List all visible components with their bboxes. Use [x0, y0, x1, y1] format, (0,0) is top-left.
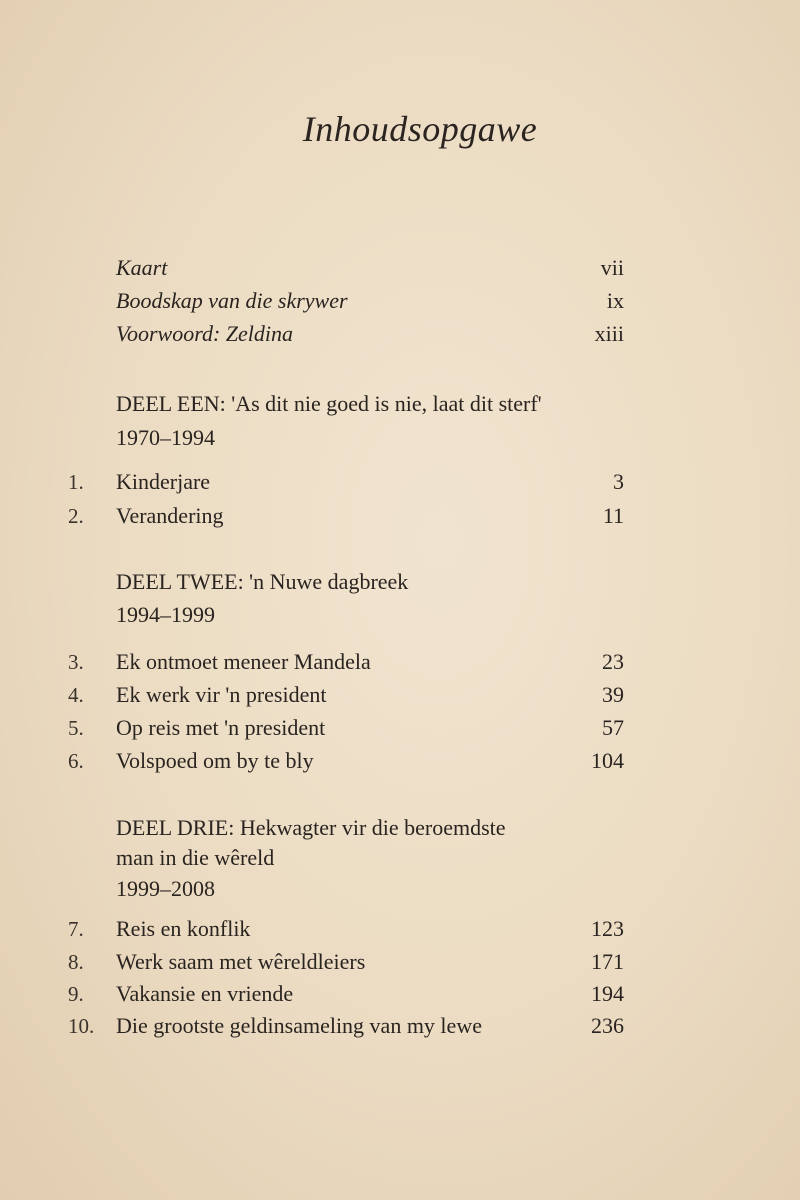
part-heading-line2: man in die wêreld: [116, 845, 275, 870]
chapter-number: 10.: [68, 1014, 95, 1038]
chapter-title: Kinderjare: [116, 469, 211, 494]
chapter-title: Vakansie en vriende: [116, 981, 294, 1006]
chapter-number: 5.: [68, 716, 84, 740]
entry-label: Boodskap van die skrywer: [116, 288, 348, 313]
entry-label: Kaart: [116, 255, 168, 280]
chapter-title: Op reis met 'n president: [116, 715, 326, 740]
entry-page: vii: [600, 255, 624, 280]
chapter-page: 123: [591, 916, 624, 941]
chapter-page: 194: [591, 981, 624, 1006]
chapter-page: 171: [591, 949, 624, 974]
chapter-page: 11: [602, 503, 624, 528]
chapter-title: Werk saam met wêreldleiers: [116, 949, 366, 974]
entry-page: ix: [606, 288, 624, 313]
chapter-title: Reis en konflik: [116, 916, 251, 941]
entry-label: Voorwoord: Zeldina: [116, 321, 294, 346]
chapter-number: 2.: [68, 504, 84, 528]
entry-page: xiii: [594, 321, 624, 346]
chapter-title: Ek ontmoet meneer Mandela: [116, 649, 371, 674]
chapter-page: 3: [613, 469, 624, 494]
part-years: 1994–1999: [116, 602, 215, 627]
chapter-number: 9.: [68, 982, 84, 1006]
chapter-title: Volspoed om by te bly: [116, 748, 314, 773]
part-heading: DEEL DRIE: Hekwagter vir die beroemdste: [116, 815, 506, 840]
part-heading: DEEL TWEE: 'n Nuwe dagbreek: [116, 569, 409, 594]
chapter-title: Ek werk vir 'n president: [116, 682, 327, 707]
chapter-page: 23: [602, 649, 624, 674]
chapter-number: 1.: [68, 470, 84, 494]
part-years: 1970–1994: [116, 425, 215, 450]
part-years: 1999–2008: [116, 876, 215, 901]
chapter-page: 236: [591, 1013, 624, 1038]
chapter-title: Die grootste geldinsameling van my lewe: [116, 1013, 482, 1038]
chapter-page: 57: [602, 715, 624, 740]
chapter-number: 7.: [68, 917, 84, 941]
page-title: Inhoudsopgawe: [302, 109, 538, 149]
chapter-number: 6.: [68, 749, 84, 773]
chapter-page: 104: [591, 748, 624, 773]
chapter-number: 8.: [68, 950, 84, 974]
chapter-number: 4.: [68, 683, 84, 707]
chapter-number: 3.: [68, 650, 84, 674]
chapter-title: Verandering: [116, 503, 224, 528]
part-heading: DEEL EEN: 'As dit nie goed is nie, laat dit sterf': [116, 391, 542, 416]
chapter-page: 39: [602, 682, 624, 707]
